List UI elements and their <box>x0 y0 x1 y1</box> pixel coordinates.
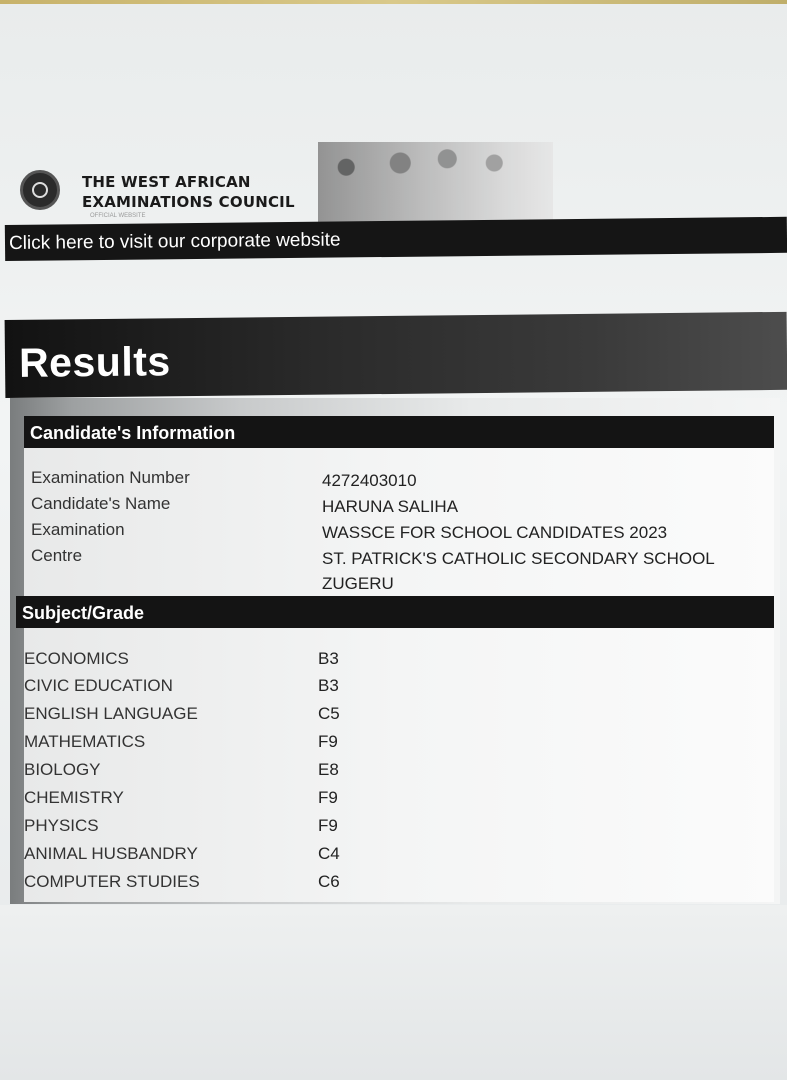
subject-name: PHYSICS <box>24 816 99 835</box>
grade-value: B3 <box>318 649 339 668</box>
page-title: Results <box>18 338 171 386</box>
org-name <box>82 172 312 212</box>
info-value: 4272403010 <box>322 471 417 490</box>
info-label: Examination <box>31 520 125 539</box>
info-value: ST. PATRICK'S CATHOLIC SECONDARY SCHOOL ZUGERU <box>322 549 715 593</box>
info-label: Candidate's Name <box>31 494 171 513</box>
page-bottom <box>0 905 787 1080</box>
results-panel <box>10 398 780 904</box>
candidate-info-header: Candidate's Information <box>24 416 774 448</box>
org-tagline: OFFICIAL WEBSITE <box>90 213 146 219</box>
grade-value: F9 <box>318 788 338 807</box>
grade-value: F9 <box>318 732 338 751</box>
logo-emblem <box>32 182 48 198</box>
info-label: Centre <box>31 546 83 565</box>
waec-logo-icon <box>20 170 60 210</box>
subject-name: ECONOMICS <box>24 649 129 668</box>
subject-name: COMPUTER STUDIES <box>24 872 200 891</box>
grade-value: C4 <box>318 844 340 863</box>
grade-value: C5 <box>318 704 340 723</box>
org-name-line2: EXAMINATIONS COUNCIL <box>82 193 295 211</box>
subject-name: ANIMAL HUSBANDRY <box>24 844 198 863</box>
paper-edge <box>0 0 787 4</box>
info-value: WASSCE FOR SCHOOL CANDIDATES 2023 <box>322 523 668 542</box>
info-value: HARUNA SALIHA <box>322 497 459 516</box>
subject-name: CIVIC EDUCATION <box>24 676 173 695</box>
subject-grade-header: Subject/Grade <box>16 596 774 628</box>
grade-value: F9 <box>318 816 338 835</box>
grade-value: B3 <box>318 676 339 695</box>
grade-value: E8 <box>318 760 339 779</box>
org-name-line1: THE WEST AFRICAN <box>82 173 251 191</box>
banner-photo <box>318 142 553 226</box>
subject-name: BIOLOGY <box>24 760 101 779</box>
corporate-website-link[interactable]: Click here to visit our corporate website <box>5 217 787 261</box>
results-header <box>5 312 787 398</box>
subject-name: CHEMISTRY <box>24 788 124 807</box>
subject-name: MATHEMATICS <box>24 732 146 751</box>
results-card <box>24 416 774 902</box>
grade-value: C6 <box>318 872 340 891</box>
info-label: Examination Number <box>31 468 190 487</box>
subject-name: ENGLISH LANGUAGE <box>24 704 198 723</box>
